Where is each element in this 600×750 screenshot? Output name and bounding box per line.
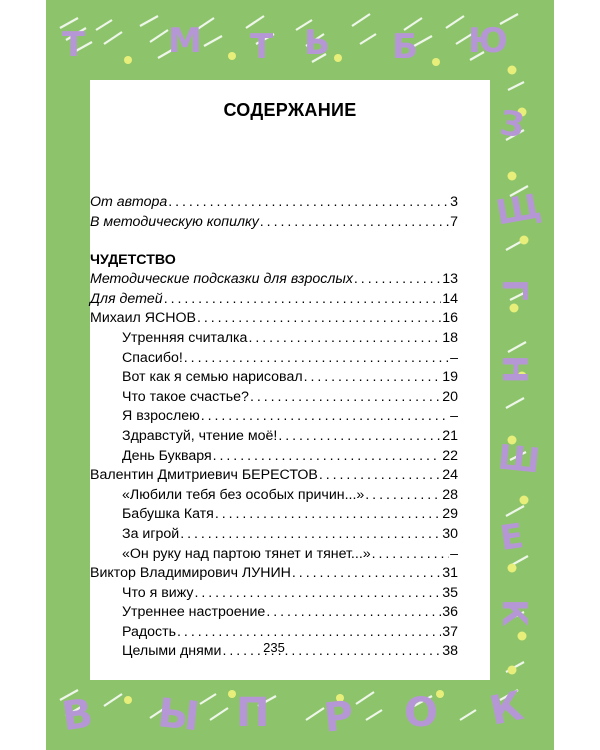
toc-entry-page: 14 (442, 290, 458, 307)
toc-entry-page: 21 (442, 427, 458, 444)
page-title: СОДЕРЖАНИЕ (223, 100, 357, 120)
spacer (90, 232, 458, 250)
frame-letter: Ш (495, 437, 542, 482)
toc-leader (248, 329, 441, 349)
toc-leader (201, 407, 449, 427)
frame-letter: Б (392, 27, 418, 67)
toc-entry-title: Радость (122, 623, 177, 640)
right-letter-column (493, 103, 544, 627)
toc-leader (168, 193, 449, 213)
frame-letter: Ы (155, 690, 202, 741)
toc-entry-title: От автора (90, 194, 168, 210)
frame-letter: Ю (468, 21, 508, 61)
frame-letter: Г (494, 279, 534, 301)
toc-entry-title: Для детей (90, 290, 163, 307)
toc-entry (90, 505, 458, 525)
frame-letter: Е (497, 516, 527, 559)
toc-author-entry (90, 564, 458, 584)
toc-entry (90, 603, 458, 623)
toc-entry (90, 407, 458, 427)
toc-entry (90, 447, 458, 467)
toc-leader (319, 466, 441, 486)
toc-entry (90, 193, 458, 213)
toc-entry (90, 525, 458, 545)
frame-letter: Щ (492, 186, 545, 234)
toc-entry-title: «Он руку над партою тянет и тянет...» (122, 545, 371, 562)
frame-letter: Р (321, 692, 356, 742)
toc-entry-page: 20 (442, 388, 458, 405)
toc-entry-page: 36 (442, 604, 458, 621)
frame-letter: В (59, 690, 96, 741)
frame-letter: Т (250, 27, 274, 67)
toc-entry (90, 427, 458, 447)
toc-entry (90, 584, 458, 604)
toc-entry (90, 270, 458, 290)
toc-entry-page: 13 (442, 271, 458, 288)
toc-leader (266, 603, 441, 623)
toc-entry-title: Я взрослею (122, 408, 200, 425)
toc-entry-title: «Любили тебя без особых причин...» (122, 486, 365, 503)
toc-entry-page: 22 (442, 447, 458, 464)
frame-letter: П (236, 690, 270, 736)
toc-entry-page: 24 (442, 467, 458, 484)
toc-leader (194, 584, 441, 604)
toc-entry-page: 7 (450, 213, 458, 230)
toc-entry-page: 16 (442, 310, 458, 327)
toc-entry-title: День Букваря (122, 447, 212, 464)
toc-entry (90, 388, 458, 408)
toc-entry-page: 37 (442, 623, 458, 640)
toc-entry (90, 349, 458, 369)
toc-entry (90, 368, 458, 388)
toc-leader (164, 290, 442, 310)
toc-entry-page: 28 (442, 486, 458, 503)
toc-leader (184, 349, 449, 369)
toc-entry (90, 486, 458, 506)
toc-entry (90, 290, 458, 310)
toc-entry-page: 19 (442, 369, 458, 386)
toc-entry-title: Утренняя считалка (122, 329, 248, 346)
toc-entry-page: 38 (442, 643, 458, 660)
toc-leader (260, 213, 449, 233)
toc-entry-page: 30 (442, 525, 458, 542)
toc-entry-page: – (450, 408, 458, 425)
toc-entry-title: Методические подсказки для взрослых (90, 271, 353, 288)
frame-letter: Н (494, 355, 534, 384)
toc-leader (180, 525, 441, 545)
toc-entry-title: Вот как я семью нарисовал (122, 369, 303, 386)
toc-entry-page: 29 (442, 506, 458, 523)
toc-entry-title: Что я вижу (122, 584, 194, 601)
toc-entry (90, 213, 458, 233)
frame-letter: З (497, 103, 527, 147)
toc-entry-page: – (450, 545, 458, 562)
toc-entry-title: Целыми днями (122, 643, 222, 660)
toc-leader (278, 427, 441, 447)
toc-entry-page: 31 (442, 565, 458, 582)
toc-leader (354, 270, 441, 290)
toc-entry-page: – (450, 349, 458, 366)
frame-letter: О (404, 690, 439, 736)
toc-leader (250, 388, 441, 408)
toc-leader (292, 564, 441, 584)
frame-letter: К (485, 683, 528, 735)
toc-author-entry (90, 309, 458, 329)
toc-entry-title: Утреннее настроение (122, 604, 266, 621)
toc-leader (304, 368, 442, 388)
toc-entry (90, 545, 458, 565)
toc-entry (90, 329, 458, 349)
toc-author-name: Михаил ЯСНОВ (90, 310, 196, 327)
table-of-contents (90, 193, 458, 662)
frame-letter: М (168, 21, 202, 61)
toc-author-name: Виктор Владимирович ЛУНИН (90, 565, 291, 582)
toc-entry-title: Бабушка Катя (122, 506, 214, 523)
toc-leader (365, 486, 441, 506)
toc-entry-page: 3 (450, 194, 458, 210)
frame-letter: Т (62, 25, 86, 65)
toc-entry-title: Что такое счастье? (122, 388, 249, 405)
toc-entry-page: 35 (442, 584, 458, 601)
section-heading: ЧУДЕТСТВО (90, 252, 176, 269)
toc-leader (215, 505, 441, 525)
frame-letter: К (494, 599, 534, 627)
toc-entry-title: Спасибо! (122, 349, 183, 366)
page-number: 235 (263, 640, 285, 655)
toc-entry-title: За игрой (122, 525, 180, 542)
toc-leader (197, 309, 441, 329)
bottom-letter-row (59, 683, 528, 742)
toc-entry-title: Здравстуй, чтение моё! (122, 427, 278, 444)
toc-leader (372, 545, 449, 565)
toc-entry-page: 18 (442, 329, 458, 346)
toc-author-name: Валентин Дмитриевич БЕРЕСТОВ (90, 467, 318, 484)
toc-leader (213, 447, 442, 467)
frame-letter: Ь (304, 23, 330, 63)
toc-entry-title: В методическую копилку (90, 213, 259, 230)
toc-author-entry (90, 466, 458, 486)
